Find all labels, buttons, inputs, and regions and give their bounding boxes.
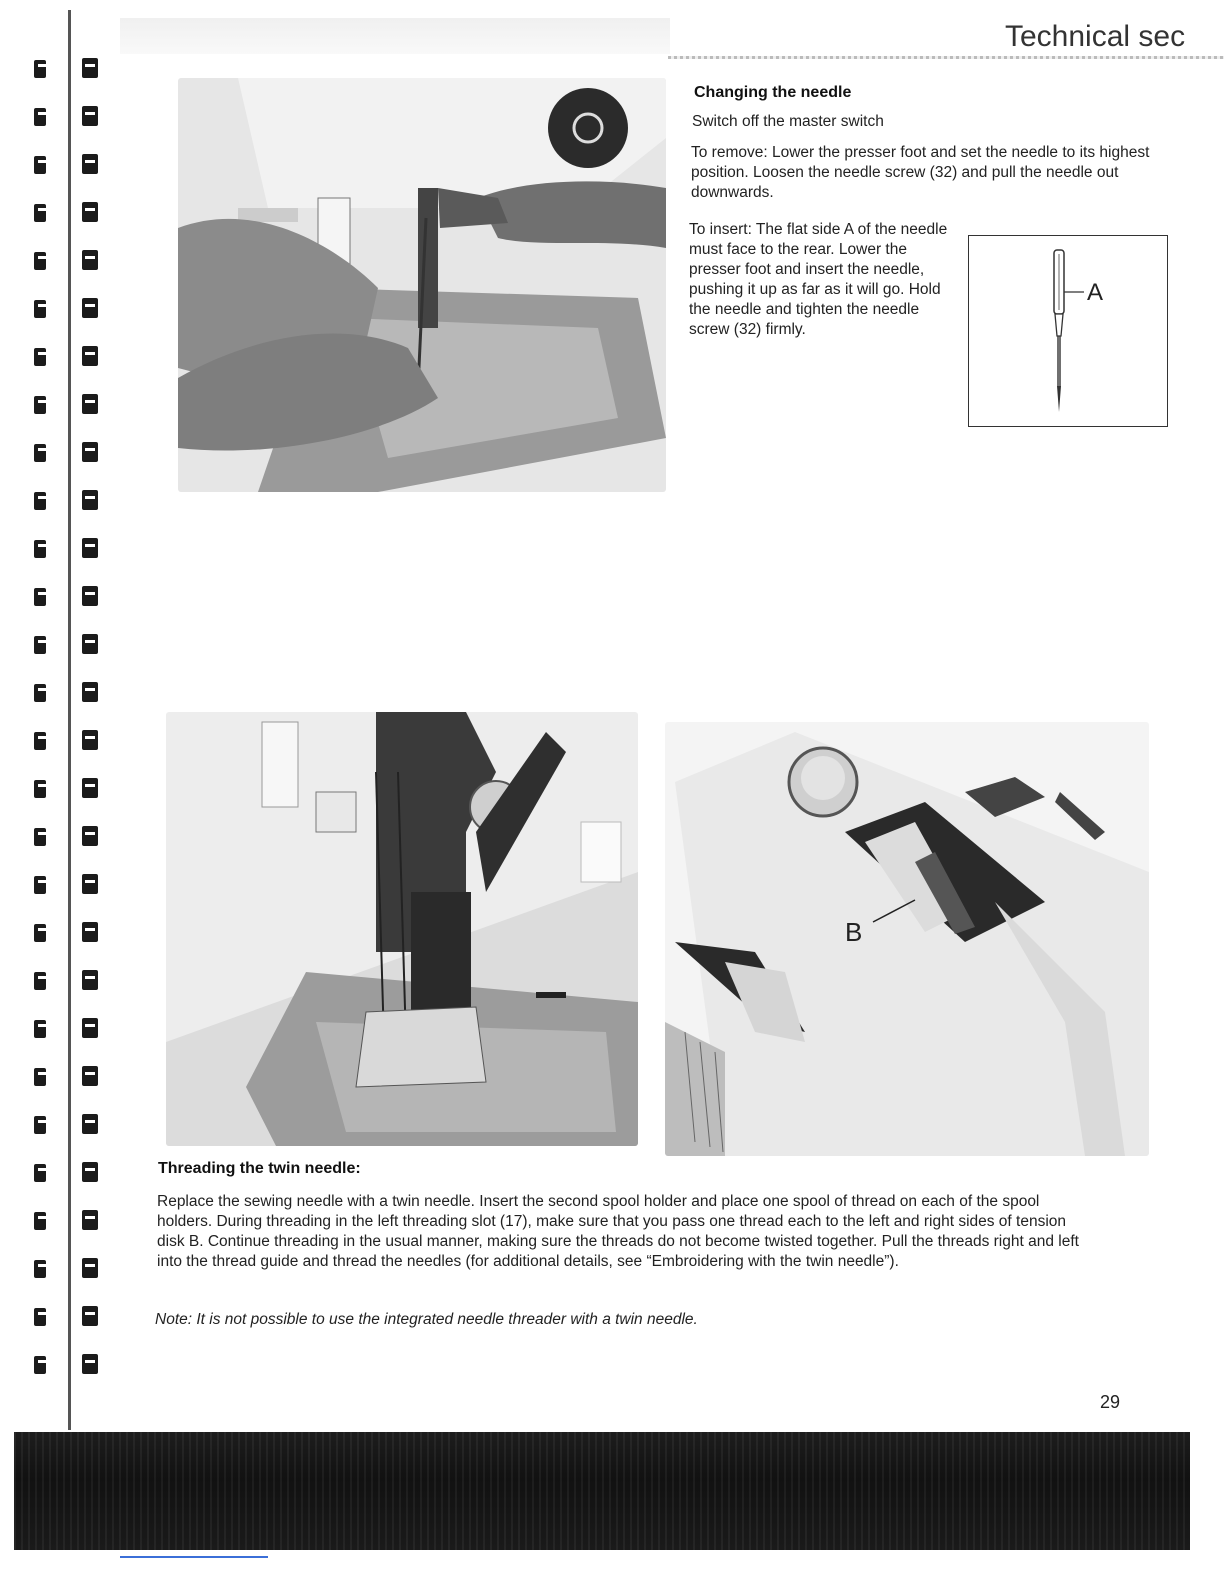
twin-needle-note: Note: It is not possible to use the integrated needle threader with a twin needle. xyxy=(155,1311,698,1328)
scan-edge-band xyxy=(14,1432,1190,1550)
needle-change-photo xyxy=(178,78,666,492)
twin-needle-instructions: Replace the sewing needle with a twin needle. Insert the second spool holder and place one spool of thread on each of the spool holders. During threading in the left threading slot (17), make sure that you pass one thread each to the left and right sides of tension disk B. Continue threading in the usual manner, making sure the threads do not become twisted together. Pull the threads right and left into the thread guide and thread the needles (for additional details, see “Embroidering with the twin needle”). xyxy=(157,1193,1079,1270)
diagram-label-a: A xyxy=(1087,279,1104,306)
scan-artifact-line xyxy=(120,1556,268,1558)
changing-needle-heading: Changing the needle xyxy=(694,84,852,101)
scan-shadow xyxy=(120,18,670,54)
insert-instructions: To insert: The flat side A of the needle must face to the rear. Lower the presser foot and insert the needle, pushing it up as far as it will go. Hold the needle and tighten the needle screw (32) firmly. xyxy=(689,221,948,338)
page-number: 29 xyxy=(1100,1392,1121,1412)
spiral-binding xyxy=(20,10,120,1430)
tension-disk-photo xyxy=(665,722,1149,1156)
section-title: Technical sec xyxy=(1005,20,1186,53)
tension-disk-label-b: B xyxy=(845,917,863,947)
header-rule xyxy=(668,56,1224,59)
remove-instructions: To remove: Lower the presser foot and set the needle to its highest position. Loosen the needle screw (32) and pull the needle out downwards. xyxy=(691,144,1150,201)
needle-diagram xyxy=(968,235,1168,427)
twin-needle-heading: Threading the twin needle: xyxy=(158,1160,361,1177)
twin-needle-photo xyxy=(166,712,638,1146)
step-switch-off: Switch off the master switch xyxy=(692,113,884,130)
